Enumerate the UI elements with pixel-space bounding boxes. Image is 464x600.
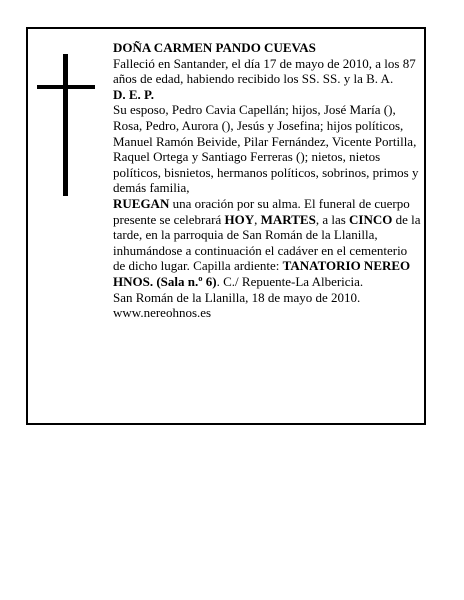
cross-icon — [63, 54, 68, 196]
request-text-4: . C./ Repuente-La Albericia. — [216, 273, 364, 289]
ruegan-label: RUEGAN — [113, 195, 170, 211]
martes-label: MARTES — [260, 211, 316, 227]
request-comma: , — [254, 211, 261, 227]
cinco-label: CINCO — [349, 211, 393, 227]
funeral-request — [113, 196, 421, 290]
obituary-text — [113, 40, 421, 321]
hoy-label: HOY — [224, 211, 255, 227]
request-text-2: , a las — [315, 211, 350, 227]
tanatorio-label: TANATORIO NEREO HNOS. (Sala n.º 6) — [113, 258, 411, 289]
place-date: San Román de la Llanilla, 18 de mayo de 2010. — [113, 289, 361, 305]
family-list: Su esposo, Pedro Cavia Capellán; hijos, José María (), Rosa, Pedro, Aurora (), Jesús y Josefina; hijos políticos, Manuel Ramón Beivide, Pilar Fernández, Vicente Portilla, Raquel Ortega y Santiago Ferreras (); nietos, nietos políticos, bisnietos, hermanos políticos, sobrinos, primos y demás familia, — [113, 102, 419, 196]
cross-icon-bar — [37, 85, 95, 89]
dep-line: D. E. P. — [113, 86, 155, 102]
request-text-1: una oración por su alma. El funeral de cuerpo presente se celebrará — [113, 195, 410, 227]
death-info: Falleció en Santander, el día 17 de mayo de 2010, a los 87 años de edad, habiendo recibido los SS. SS. y la B. A. — [113, 55, 416, 87]
website-link[interactable]: www.nereohnos.es — [113, 305, 212, 321]
request-text-3: de la tarde, en la parroquia de San Román de la Llanilla, inhumándose a continuación el cadáver en el cementerio de dicho lugar. Capilla ardiente: — [113, 211, 421, 274]
deceased-name: DOÑA CARMEN PANDO CUEVAS — [113, 40, 316, 55]
